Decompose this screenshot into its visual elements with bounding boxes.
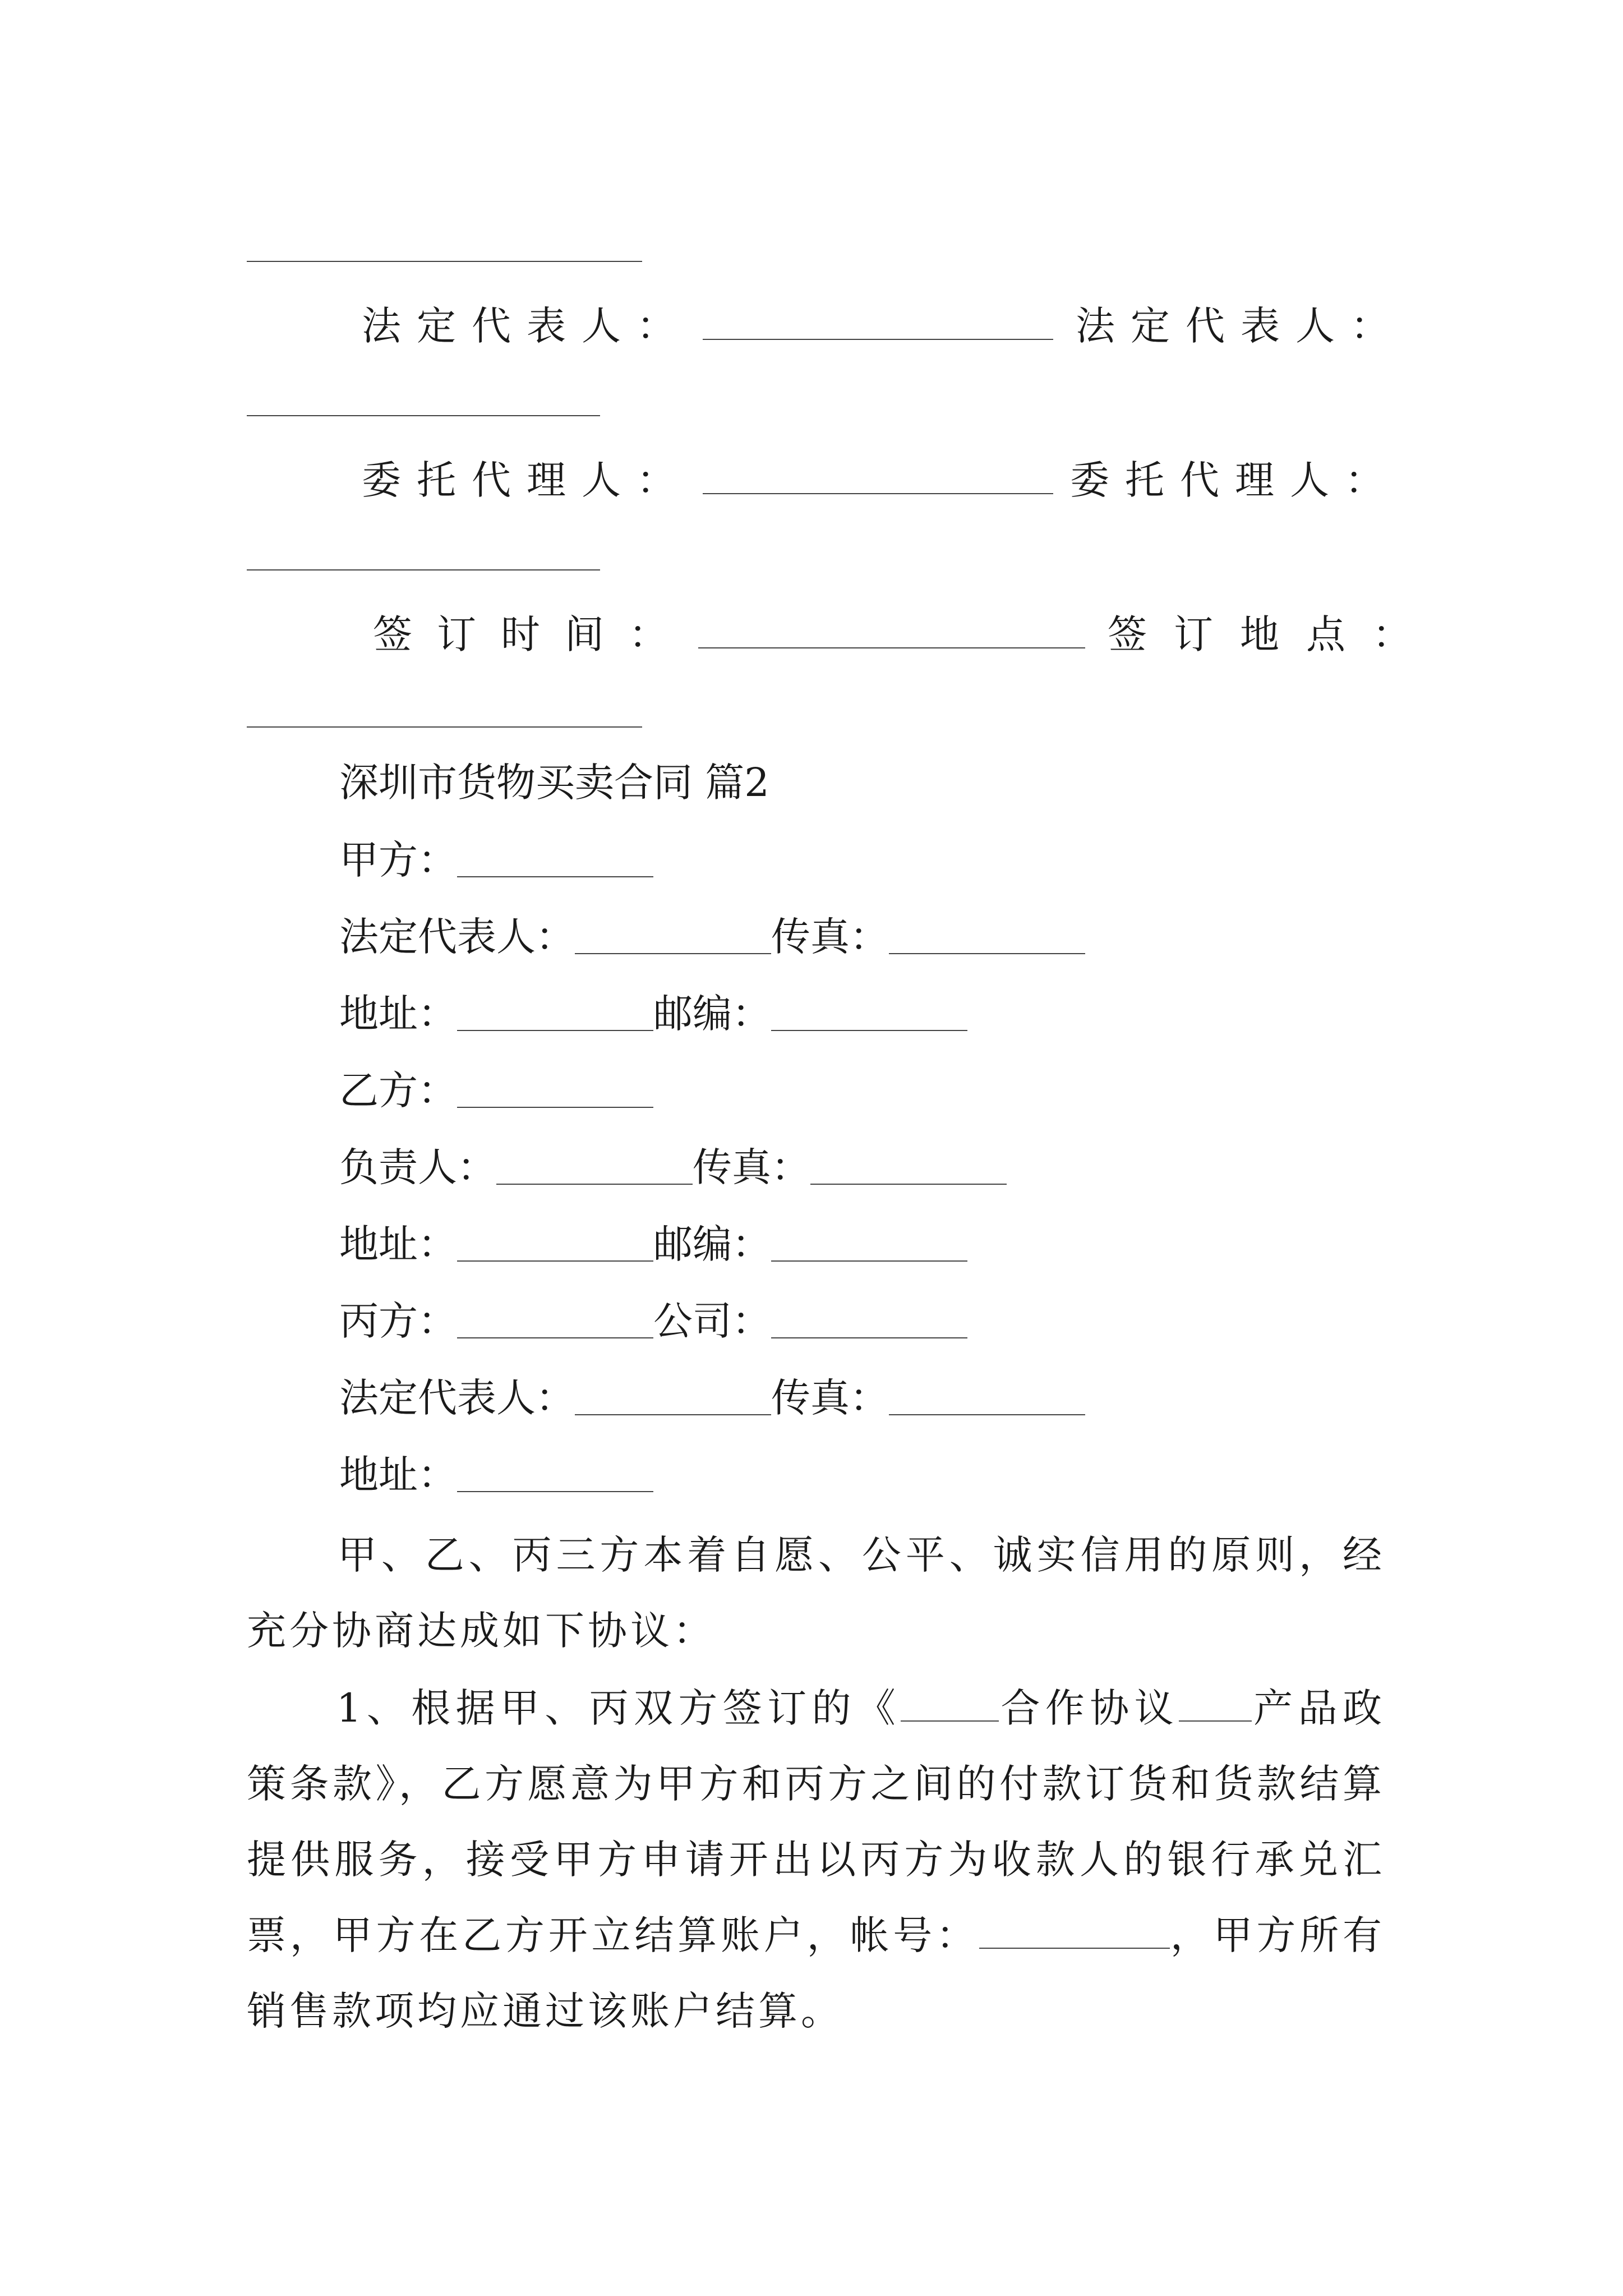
- field-label: 丙方：: [339, 1298, 457, 1344]
- inline-blank: [979, 1914, 1170, 1949]
- field-label: 甲方：: [339, 837, 457, 883]
- signature-blank-left: [703, 305, 1053, 340]
- field-party-a: [339, 832, 653, 888]
- field-blank: [457, 1304, 653, 1338]
- field-blank: [771, 996, 967, 1031]
- field-label: 传真：: [693, 1144, 810, 1190]
- field-label: 地址：: [339, 1452, 457, 1498]
- inline-blank: [901, 1687, 999, 1722]
- field-blank: [457, 1073, 653, 1108]
- field-label: 法定代表人：: [339, 1375, 575, 1421]
- field-address-3: [339, 1447, 653, 1503]
- field-label: 公司：: [653, 1298, 771, 1344]
- signature-blank-left: [703, 459, 1053, 494]
- field-label: 地址：: [339, 1221, 457, 1267]
- field-address-2: [339, 1216, 967, 1272]
- paragraph-clause-1: 1、根据甲、丙双方签订的《 合作协议 产品政策条款》，乙方愿意为甲方和丙方之间的付款订货和货款结算提供服务，接受甲方申请开出以丙方为收款人的银行承兑汇票，甲方在乙方开立结算账户，帐号： ，甲方所有销售款项均应通过该账户结算。: [247, 1685, 1386, 2034]
- signature-label-left: 委托代理人：: [362, 457, 691, 503]
- field-party-b-head: [339, 1139, 1007, 1195]
- signature-label-right: 法定代表人：: [1076, 302, 1405, 349]
- field-label: 法定代表人：: [339, 914, 575, 960]
- signature-blank-left: [698, 614, 1085, 648]
- paragraph-intro: 甲、乙、丙三方本着自愿、公平、诚实信用的原则，经充分协商达成如下协议：: [247, 1532, 1385, 1654]
- field-blank: [457, 996, 653, 1031]
- blank-line-row1: [247, 415, 600, 416]
- field-label: 邮编：: [653, 991, 771, 1037]
- field-blank: [457, 843, 653, 877]
- signature-label-right: 签订地点：: [1108, 611, 1438, 657]
- field-label: 乙方：: [339, 1068, 457, 1114]
- field-label: 邮编：: [653, 1221, 771, 1267]
- field-blank: [457, 1227, 653, 1262]
- field-blank: [771, 1304, 967, 1338]
- field-address-1: [339, 986, 967, 1042]
- field-party-c: [339, 1293, 967, 1349]
- blank-line-top: [247, 261, 642, 262]
- blank-line-row2: [247, 569, 600, 570]
- signature-row-representative: [362, 297, 1405, 349]
- signature-label-right: 委托代理人：: [1070, 457, 1400, 503]
- field-party-c-representative: [339, 1370, 1085, 1426]
- field-blank: [810, 1150, 1007, 1185]
- signature-label-left: 法定代表人：: [362, 302, 691, 349]
- signature-label-left: 签订时间：: [373, 611, 693, 657]
- field-party-a-representative: [339, 909, 1085, 965]
- field-blank: [496, 1150, 693, 1185]
- field-blank: [575, 1381, 771, 1415]
- field-blank: [771, 1227, 967, 1262]
- field-label: 传真：: [771, 914, 889, 960]
- field-label: 传真：: [771, 1375, 889, 1421]
- signature-row-time-place: [373, 606, 1438, 657]
- field-blank: [575, 919, 771, 954]
- field-blank: [457, 1457, 653, 1492]
- blank-line-row3: [247, 726, 642, 728]
- inline-blank: [1179, 1687, 1252, 1722]
- field-blank: [889, 919, 1085, 954]
- signature-row-agent: [362, 452, 1400, 503]
- section-title: 深圳市货物买卖合同 篇2: [339, 760, 769, 806]
- field-blank: [889, 1381, 1085, 1415]
- field-label: 地址：: [339, 991, 457, 1037]
- field-label: 负责人：: [339, 1144, 496, 1190]
- field-party-b: [339, 1062, 653, 1119]
